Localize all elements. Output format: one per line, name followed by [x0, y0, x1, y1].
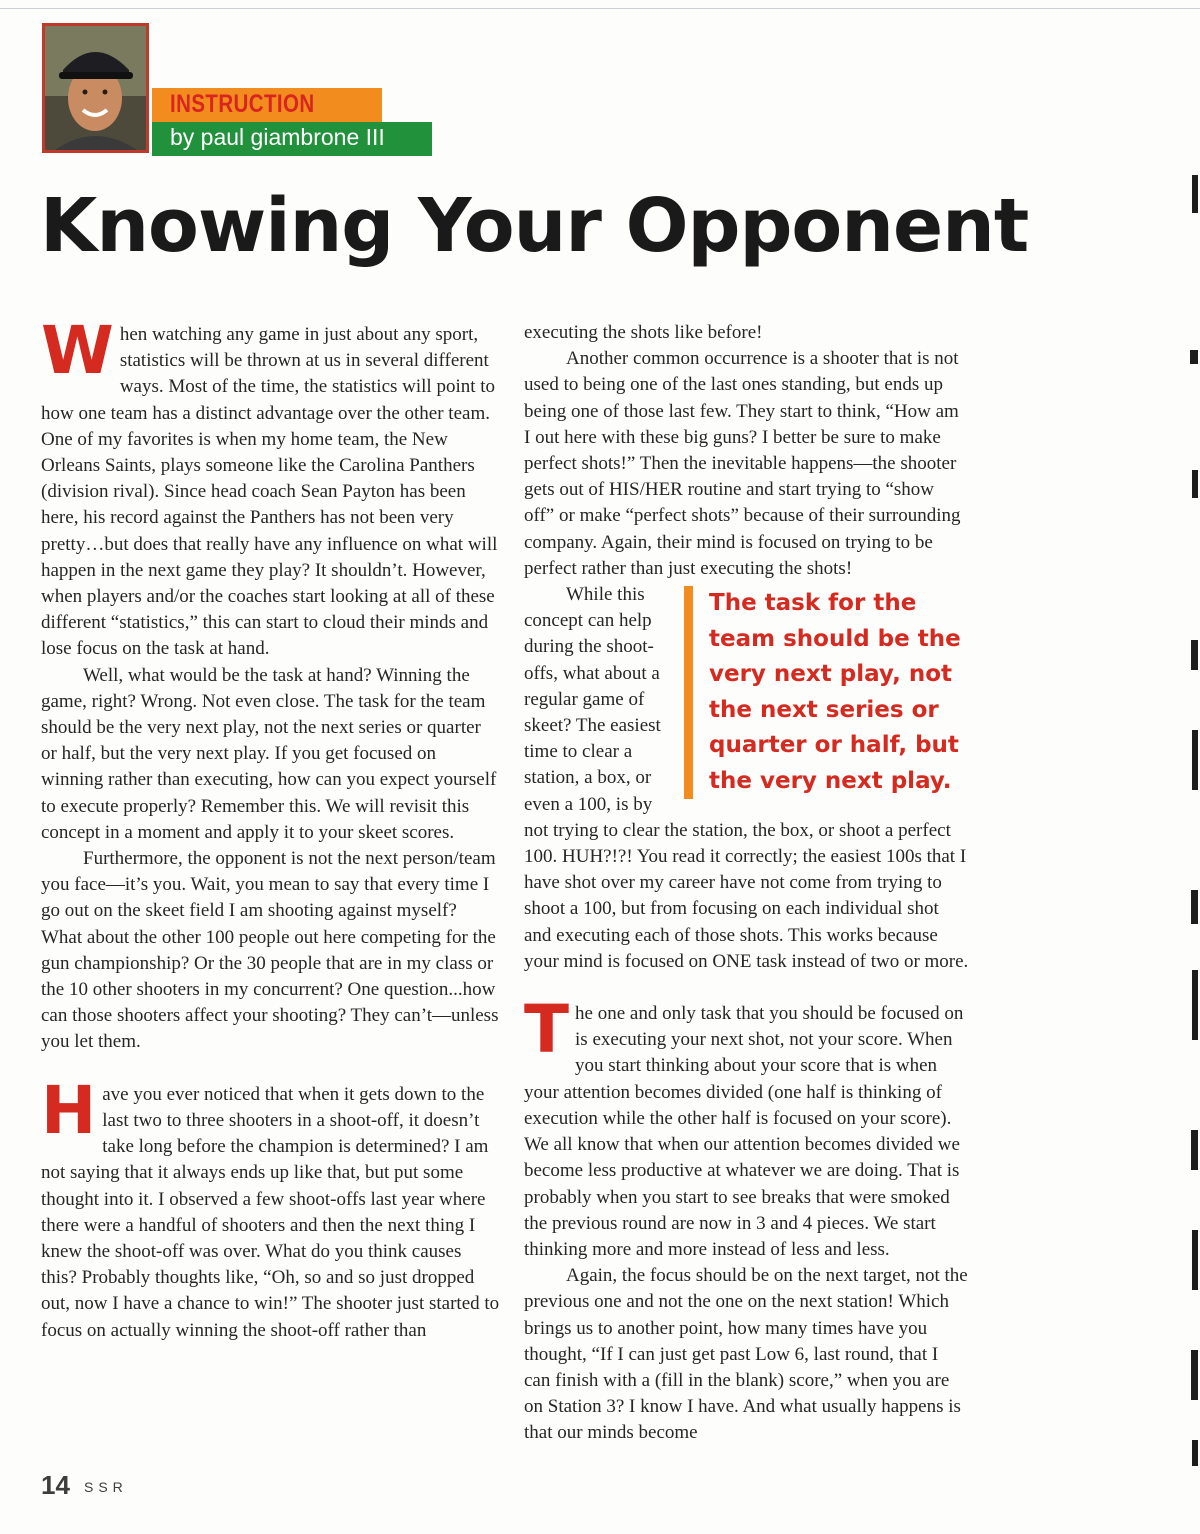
- paragraph: executing the shots like before!: [524, 322, 763, 343]
- paragraph-text: he one and only task that you should be focused on is executing your next shot, not your score. When you start thinking about your score that is when your attention becomes divided (one half is thinking of execution while the other half is focused on your score). We all know that when our attention becomes divided we become less productive at whatever we are doing. That is probably when you start to see breaks that were smoked the previous round are now in 3 and 4 pieces. We start thinking more and more instead of less and less.: [524, 1003, 964, 1260]
- paragraph-text: ave you ever noticed that when it gets down to the last two to three shooters in a shoot-off, it doesn’t take long before the champion is determined? I am not saying that it always ends up like that, but put some thought into it. I observed a few shoot-offs last year where there were a handful of shooters and then the next thing I knew the shoot-off was over. What do you think causes this? Probably thoughts like, “Oh, so and so just dropped out, now I have a chance to win!” The shooter just started to focus on actually winning the shoot-off rather than: [41, 1083, 500, 1341]
- paragraph: Furthermore, the opponent is not the next person/team you face—it’s you. Wait, you mean to say that every time I go out on the skeet field I am shooting against myself? What about the other 100 people out here competing for the gun championship? Or the 30 people that are in my class or the 10 other shooters in my concurrent? One question...how can those shooters affect your shooting? They can’t—unless you let them.: [41, 848, 499, 1053]
- paragraph: While this concept can help during the shoot-offs, what about a regular game of skeet? The easiest time to clear a station, a box, or even a 100, is by not trying to clear the station, the box, or shoot a perfect 100. HUH?!?! You read it correctly; the easiest 100s that I have shot over my career have not come from trying to shoot a 100, but from focusing on each individual shot and executing each of those shots. This works because your mind is focused on ONE task instead of two or more.: [524, 584, 969, 972]
- paragraph: [524, 991, 969, 1263]
- section-gap: [41, 1056, 501, 1082]
- binding-edge-marks: [1178, 170, 1200, 1470]
- paragraph: [41, 312, 501, 663]
- right-column: [524, 320, 969, 1447]
- author-byline: by paul giambrone III: [170, 124, 385, 150]
- paragraph: [41, 1071, 501, 1344]
- article-title: Knowing Your Opponent: [40, 183, 1029, 269]
- department-label: INSTRUCTION: [170, 90, 315, 118]
- dropcap-t: T: [524, 991, 570, 1069]
- paragraph: Another common occurrence is a shooter that is not used to being one of the last ones standing, but ends up being one of those last few. They start to think, “How am I out here with these big guns? I better be sure to make perfect shots!” Then the inevitable happens—the shooter gets out of HIS/HER routine and start trying to “show off” or make “perfect shots” because of their surrounding company. Again, their mind is focused on trying to be perfect rather than just executing the shots!: [524, 348, 961, 579]
- magazine-name: SSR: [84, 1479, 128, 1495]
- paragraph: Well, what would be the task at hand? Winning the game, right? Wrong. Not even close. The task for the team should be the very next play, not the next series or quarter or half, but the very next play. If you get focused on winning rather than executing, how can you expect yourself to execute properly? Remember this. We will revisit this concept in a moment and apply it to your skeet scores.: [41, 664, 497, 843]
- section-gap: [524, 975, 969, 1001]
- paragraph: Again, the focus should be on the next target, not the previous one and not the one on the next station! Which brings us to another point, how many times have you thought, “If I can just get past Low 6, last round, that I can finish with a (fill in the blank) score,” when you are on Station 3? I know I have. And what usually happens is that our minds become: [524, 1265, 968, 1444]
- pull-quote: The task for the team should be the very next play, not the next series or quarter or half, but the very next play.: [684, 586, 979, 799]
- top-rule: [0, 8, 1200, 9]
- left-column: [41, 312, 501, 1344]
- dropcap-h: H: [41, 1071, 97, 1149]
- paragraph-text: hen watching any game in just about any sport, statistics will be thrown at us in several different ways. Most of the time, the statistics will point to how one team has a distinct advantage over the other team. One of my favorites is when my home team, the New Orleans Saints, plays someone like the Carolina Panthers (division rival). Since head coach Sean Payton has been here, his record against the Panthers has not been very pretty…but does that really have any influence on what will happen in the next game they play? It shouldn’t. However, when players and/or the coaches start looking at all of these different “statistics,” this can start to cloud their minds and lose focus on the task at hand.: [41, 324, 498, 660]
- author-photo: [42, 23, 149, 153]
- page-number: 14: [41, 1470, 70, 1500]
- dropcap-w: W: [41, 312, 114, 389]
